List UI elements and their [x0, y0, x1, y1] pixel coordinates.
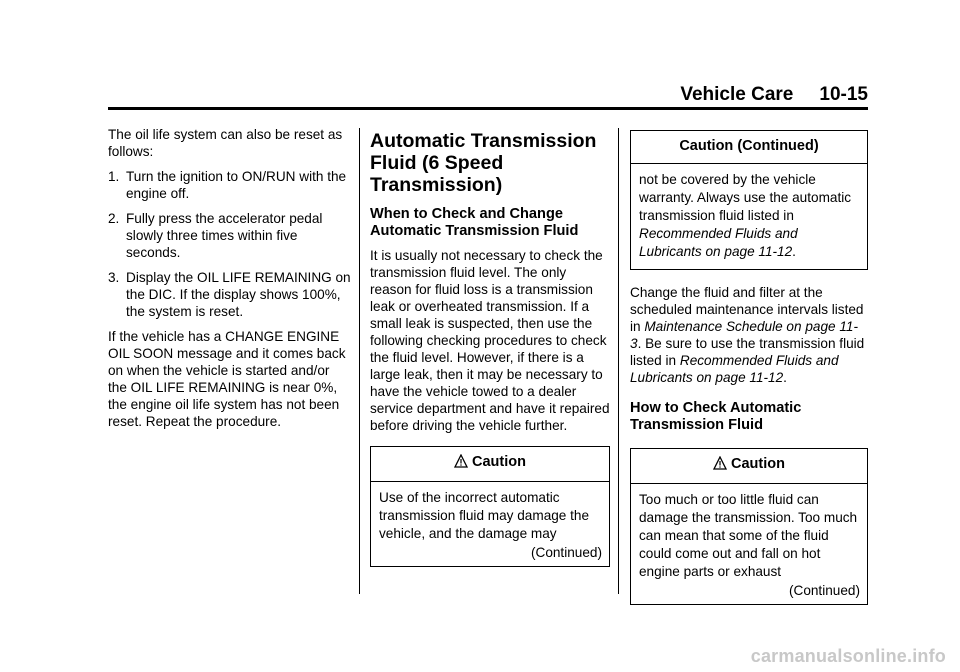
warning-triangle-icon: [454, 454, 468, 473]
step-text: Display the OIL LIFE REMAINING on the DIC. If the display shows 100%, the system is reset.: [126, 270, 351, 319]
punctuation: .: [792, 244, 796, 259]
column-3: [630, 126, 868, 615]
page-number: 10-15: [819, 84, 868, 105]
caution-text-main: not be covered by the vehicle warranty. Always use the automatic transmission fluid listed in: [639, 172, 852, 223]
page-header: [108, 84, 868, 106]
caution-text: [639, 171, 860, 261]
caution-continued-box: [630, 130, 868, 270]
punctuation: .: [783, 370, 787, 385]
caution-body: [371, 482, 609, 566]
caution-label: Caution: [472, 454, 526, 470]
reset-steps: [108, 168, 352, 320]
continued-label: (Continued): [530, 545, 602, 560]
caution-body: [631, 164, 867, 269]
step-number: 1.: [108, 169, 120, 184]
column-1: [108, 126, 352, 438]
header-rule: [108, 107, 868, 110]
warning-triangle-icon: [713, 456, 727, 475]
caution-text: Too much or too little fluid can damage the transmission. Too much can mean that some of the fluid could come out and fall on hot engine parts or exhaust: [639, 492, 858, 579]
caution-title: [371, 447, 609, 482]
caution-label: Caution: [731, 456, 785, 472]
caution-box: [630, 448, 868, 605]
caution-body: [631, 484, 867, 604]
step-text: Turn the ignition to ON/RUN with the engine off.: [126, 169, 347, 201]
column-divider: [359, 128, 360, 594]
column-divider: [618, 128, 619, 594]
caution-box: [370, 446, 610, 567]
cross-reference: Maintenance Schedule on page 11-3: [630, 319, 858, 351]
caution-text: Use of the incorrect automatic transmission fluid may damage the vehicle, and the damage may: [379, 490, 590, 541]
continued-label: (Continued): [788, 583, 860, 598]
body-text: . Be sure to use the transmission fluid listed in: [630, 336, 865, 368]
section-title: Vehicle Care: [680, 84, 794, 105]
step-text: Fully press the accelerator pedal slowly three times within five seconds.: [126, 211, 323, 260]
cross-reference: Recommended Fluids and Lubricants on page 11-12: [630, 353, 839, 385]
subsection-heading: When to Check and Change Automatic Transmission Fluid: [370, 206, 579, 239]
watermark: carmanualsonline.info: [750, 646, 946, 666]
column-2: [370, 126, 610, 577]
step-number: 3.: [108, 270, 120, 285]
section-heading: Automatic Transmission Fluid (6 Speed Transmission): [370, 130, 597, 196]
step-number: 2.: [108, 211, 120, 226]
step-item: [108, 168, 352, 202]
subsection-heading: How to Check Automatic Transmission Fluid: [630, 400, 802, 433]
note-paragraph: If the vehicle has a CHANGE ENGINE OIL SOON message and it comes back on when the vehicle is started and/or the OIL LIFE REMAINING is near 0%, the engine oil life system has not been reset. Repeat the procedure.: [108, 329, 346, 429]
intro-paragraph: The oil life system can also be reset as follows:: [108, 127, 343, 159]
step-item: [108, 269, 352, 320]
cross-reference: Recommended Fluids and Lubricants on page 11-12: [639, 226, 798, 259]
caution-title: [631, 449, 867, 484]
body-paragraph: [630, 284, 868, 386]
step-item: [108, 210, 352, 261]
body-paragraph: It is usually not necessary to check the transmission fluid level. The only reason for fluid loss is a transmission leak or overheated transmission. If a small leak is suspected, then use the following checking procedures to check the fluid level. However, if there is a large leak, then it may be necessary to have the vehicle towed to a dealer service department and have it repaired before driving the vehicle further.: [370, 248, 610, 433]
body-text: Change the fluid and filter at the scheduled maintenance intervals listed in: [630, 285, 864, 334]
caution-continued-title: Caution (Continued): [631, 131, 867, 164]
